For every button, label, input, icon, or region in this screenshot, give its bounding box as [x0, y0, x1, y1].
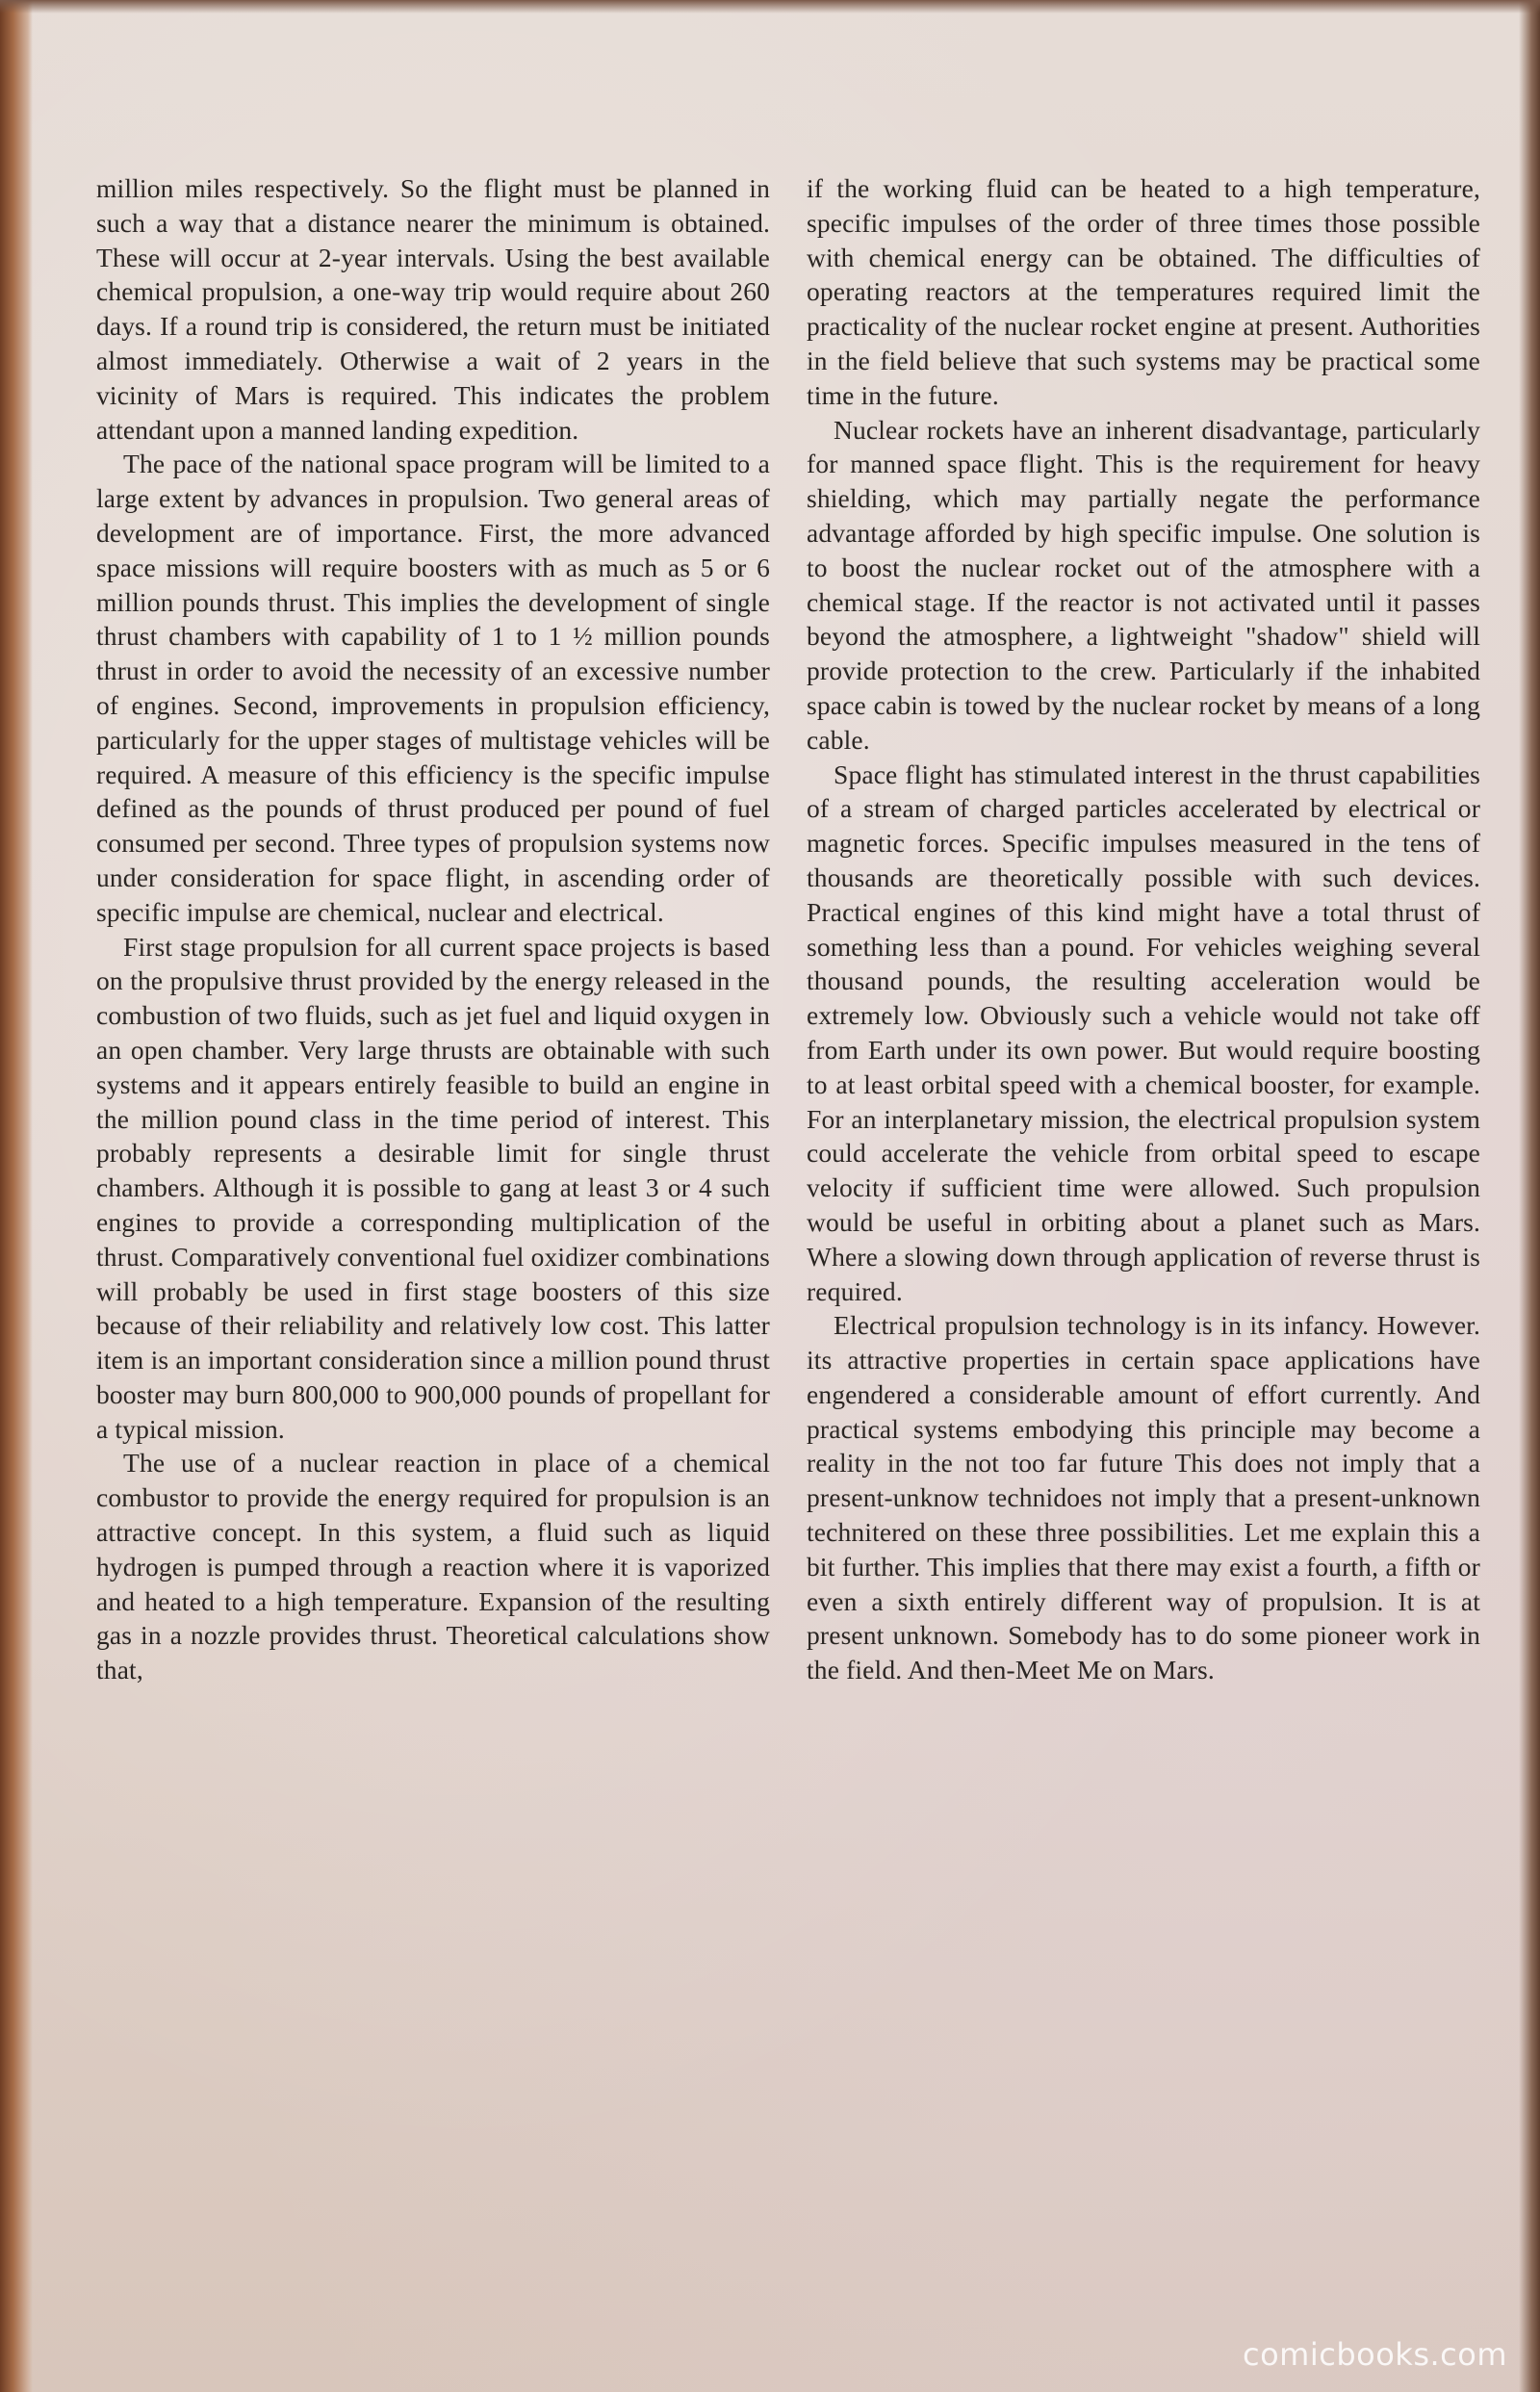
- page-edge-shadow: [1519, 0, 1540, 2392]
- left-text-column: [96, 171, 770, 1687]
- watermark: comicbooks.com: [1242, 2336, 1507, 2373]
- paragraph: million miles respectively. So the flight must be planned in such a way that a distance nearer the minimum is obtained. These will occur at 2-year intervals. Using the best available chemical propulsion, a one-way trip would require about 260 days. If a round trip is considered, the return must be initiated almost immediately. Otherwise a wait of 2 years in the vicinity of Mars is required. This indicates the problem attendant upon a manned landing expedition.: [96, 173, 770, 445]
- paragraph: The pace of the national space program will be limited to a large extent by advances in propulsion. Two general areas of development are of importance. First, the more advanced space missions will require boosters with as much as 5 or 6 million pounds thrust. This implies the development of single thrust chambers with capability of 1 to 1 ½ million pounds thrust in order to avoid the necessity of an excessive number of engines. Second, improvements in propulsion efficiency, particularly for the upper stages of multistage vehicles will be required. A measure of this efficiency is the specific impulse defined as the pounds of thrust produced per pound of fuel consumed per second. Three types of propulsion systems now under consideration for space flight, in ascending order of specific impulse are chemical, nuclear and electrical.: [96, 449, 770, 927]
- paragraph: The use of a nuclear reaction in place of a chemical combustor to provide the energy required for propulsion is an attractive concept. In this system, a fluid such as liquid hydrogen is pumped through a reaction where it is vaporized and heated to a high temperature. Expansion of the resulting gas in a nozzle provides thrust. Theoretical calculations show that,: [96, 1448, 770, 1685]
- right-text-column: [807, 171, 1480, 1687]
- page-top-edge: [0, 0, 1540, 13]
- paragraph: Nuclear rockets have an inherent disadvantage, particularly for manned space flight. This is the requirement for heavy shielding, which may partially negate the performance advantage afforded by high specific impulse. One solution is to boost the nuclear rocket out of the atmosphere with a chemical stage. If the reactor is not activated until it passes beyond the atmosphere, a lightweight "shadow" shield will provide protection to the crew. Particularly if the inhabited space cabin is towed by the nuclear rocket by means of a long cable.: [807, 414, 1480, 755]
- paragraph: Electrical propulsion technology is in its infancy. However. its attractive properties in certain space applications have engendered a considerable amount of effort currently. And practical systems embodying this principle may become a reality in the not too far future This does not imply that a present-unknow technidoes not imply that a present-unknown technitered on these three possibilities. Let me explain this a bit further. This implies that there may exist a fourth, a fifth or even a sixth entirely different way of propulsion. It is at present unknown. Somebody has to do some pioneer work in the field. And then-Meet Me on Mars.: [807, 1310, 1480, 1685]
- paragraph: if the working fluid can be heated to a high temperature, specific impulses of the order of three times those possible with chemical energy can be obtained. The difficulties of operating reactors at the temperatures required limit the practicality of the nuclear rocket engine at present. Authorities in the field believe that such systems may be practical some time in the future.: [807, 173, 1480, 410]
- paragraph: Space flight has stimulated interest in the thrust capabilities of a stream of charged particles accelerated by electrical or magnetic forces. Specific impulses measured in the tens of thousands are theoretically possible with such devices. Practical engines of this kind might have a total thrust of something less than a pound. For vehicles weighing several thousand pounds, the resulting acceleration would be extremely low. Obviously such a vehicle would not take off from Earth under its own power. But would require boosting to at least orbital speed with a chemical booster, for example. For an interplanetary mission, the electrical propulsion system could accelerate the vehicle from orbital speed to escape velocity if sufficient time were allowed. Such propulsion would be useful in orbiting about a planet such as Mars. Where a slowing down through application of reverse thrust is required.: [807, 759, 1480, 1306]
- page-spine-shadow: [0, 0, 33, 2392]
- paragraph: First stage propulsion for all current space projects is based on the propulsive thrust provided by the energy released in the combustion of two fluids, such as jet fuel and liquid oxygen in an open chamber. Very large thrusts are obtainable with such systems and it appears entirely feasible to build an engine in the million pound class in the time period of interest. This probably represents a desirable limit for single thrust chambers. Although it is possible to gang at least 3 or 4 such engines to provide a corresponding multiplication of the thrust. Comparatively conventional fuel oxidizer combinations will probably be used in first stage boosters of this size because of their reliability and relatively low cost. This latter item is an important consideration since a million pound thrust booster may burn 800,000 to 900,000 pounds of propellant for a typical mission.: [96, 931, 770, 1444]
